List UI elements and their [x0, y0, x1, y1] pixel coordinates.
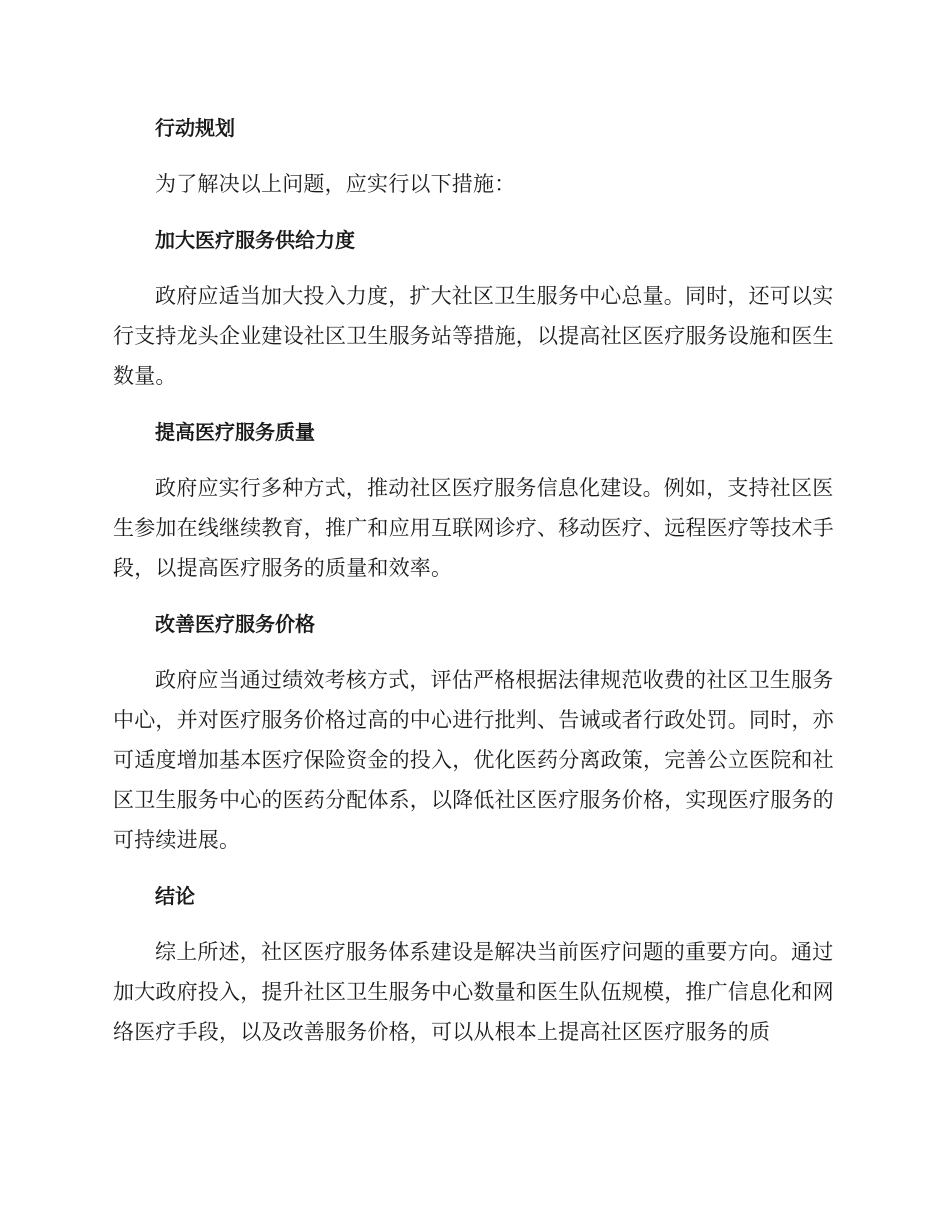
section-paragraph-quality: 政府应实行多种方式，推动社区医疗服务信息化建设。例如，支持社区医生参加在线继续教育，推广和应用互联网诊疗、移动医疗、远程医疗等技术手段，以提高医疗服务的质量和效率。	[113, 476, 834, 580]
section-heading-conclusion: 结论	[155, 884, 195, 908]
section-paragraph-price: 政府应当通过绩效考核方式，评估严格根据法律规范收费的社区卫生服务中心，并对医疗服务价格过高的中心进行批判、告诫或者行政处罚。同时，亦可适度增加基本医疗保险资金的投入，优化医药分离政策，完善公立医院和社区卫生服务中心的医药分配体系，以降低社区医疗服务价格，实现医疗服务的可持续进展。	[113, 668, 834, 852]
section-heading-price: 改善医疗服务价格	[155, 612, 315, 636]
section-paragraph-action-plan: 为了解决以上问题，应实行以下措施：	[155, 172, 516, 196]
section-paragraph-supply: 政府应适当加大投入力度，扩大社区卫生服务中心总量。同时，还可以实行支持龙头企业建设社区卫生服务站等措施，以提高社区医疗服务设施和医生数量。	[113, 284, 834, 388]
section-paragraph-conclusion: 综上所述，社区医疗服务体系建设是解决当前医疗问题的重要方向。通过加大政府投入，提升社区卫生服务中心数量和医生队伍规模，推广信息化和网络医疗手段，以及改善服务价格，可以从根本上提高社区医疗服务的质	[113, 940, 834, 1044]
document-page	[113, 108, 835, 1068]
section-heading-quality: 提高医疗服务质量	[155, 420, 315, 444]
section-heading-supply: 加大医疗服务供给力度	[155, 228, 355, 252]
section-heading-action-plan: 行动规划	[155, 116, 235, 140]
